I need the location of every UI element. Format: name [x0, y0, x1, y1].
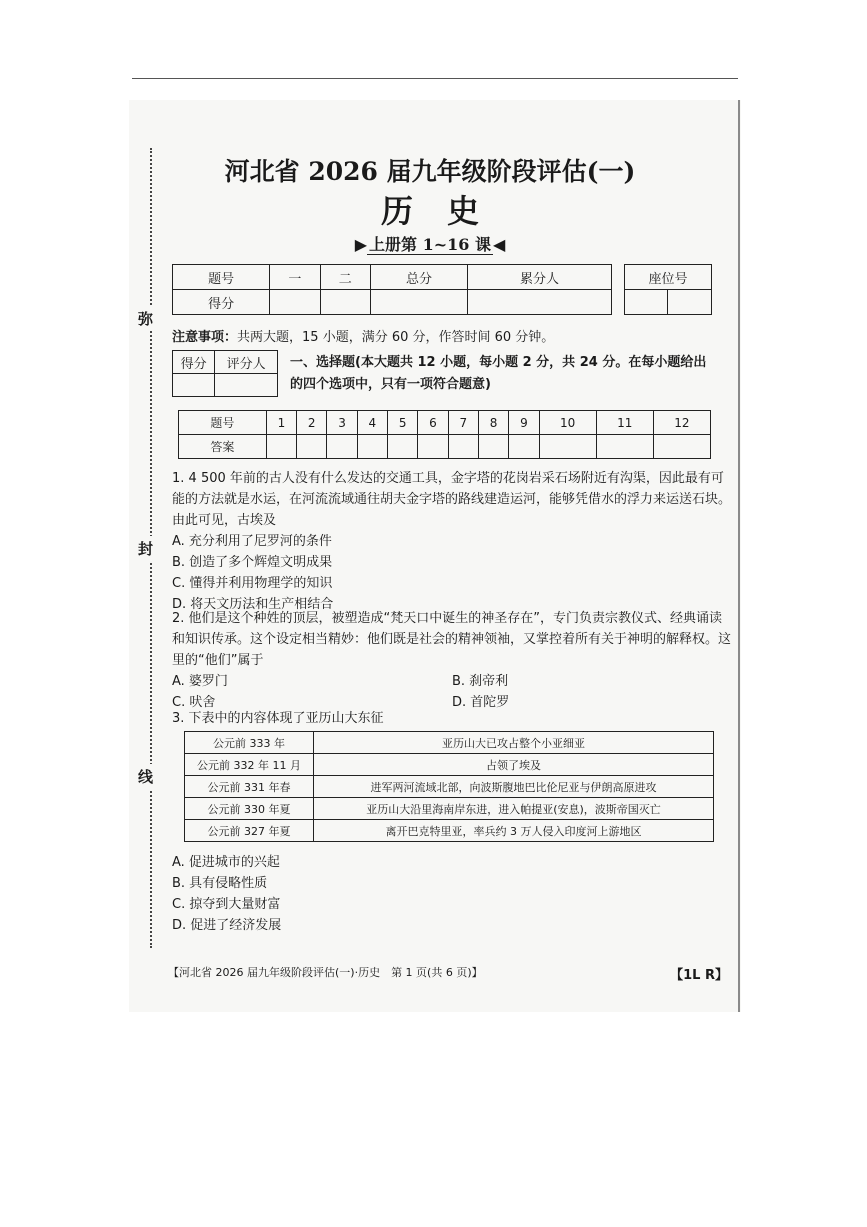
question-number: 1	[266, 411, 296, 435]
grader-name-label: 评分人	[215, 351, 278, 374]
table-event: 亚历山大已攻占整个小亚细亚	[314, 732, 714, 754]
score-input-cell[interactable]	[370, 290, 467, 315]
answer-cell[interactable]	[418, 435, 448, 459]
table-year: 公元前 331 年春	[185, 776, 314, 798]
page-footer	[168, 964, 728, 983]
score-header-cell: 二	[320, 265, 370, 290]
question-number: 2	[297, 411, 327, 435]
seat-label: 座位号	[625, 265, 712, 290]
question-number: 5	[388, 411, 418, 435]
table-year: 公元前 330 年夏	[185, 798, 314, 820]
table-event: 进军两河流域北部，向波斯腹地巴比伦尼亚与伊朗高原进攻	[314, 776, 714, 798]
question-number: 11	[596, 411, 653, 435]
footer-text: 【河北省 2026 届九年级阶段评估(一)·历史 第 1 页(共 6 页)】	[168, 966, 483, 979]
answer-row-label: 答案	[179, 435, 267, 459]
answer-cell[interactable]	[327, 435, 357, 459]
seal-label-2: 封	[138, 536, 153, 561]
answer-cell[interactable]	[357, 435, 387, 459]
score-input-cell[interactable]	[270, 290, 320, 315]
question-2	[172, 608, 732, 713]
seal-label-1: 弥	[138, 306, 153, 331]
subject-title: 历史	[380, 192, 513, 230]
table-row	[185, 754, 714, 776]
question-3-stem: 3. 下表中的内容体现了亚历山大东征	[172, 711, 384, 726]
table-year: 公元前 327 年夏	[185, 820, 314, 842]
option-a[interactable]: A. 促进城市的兴起	[172, 855, 280, 870]
option-b[interactable]: B. 创造了多个辉煌文明成果	[172, 555, 333, 570]
footer-code: 【1L R】	[670, 968, 728, 983]
answer-cell[interactable]	[266, 435, 296, 459]
seat-table	[624, 264, 712, 315]
grader-table	[172, 350, 278, 397]
sheet-edge	[738, 100, 740, 1012]
question-number: 6	[418, 411, 448, 435]
answer-cell[interactable]	[297, 435, 327, 459]
notice-text: 共两大题，15 小题，满分 60 分，作答时间 60 分钟。	[237, 330, 555, 345]
table-event: 占领了埃及	[314, 754, 714, 776]
question-1	[172, 468, 732, 615]
score-header-cell: 总分	[370, 265, 467, 290]
seat-input-cell[interactable]	[625, 290, 668, 315]
answer-cell[interactable]	[509, 435, 539, 459]
option-a[interactable]: A. 充分利用了尼罗河的条件	[172, 534, 332, 549]
score-header-cell: 一	[270, 265, 320, 290]
table-row	[185, 732, 714, 754]
table-year: 公元前 332 年 11 月	[185, 754, 314, 776]
score-header-cell: 累分人	[468, 265, 612, 290]
score-input-cell[interactable]	[320, 290, 370, 315]
answer-cell[interactable]	[388, 435, 418, 459]
question-stem: 2. 他们是这个种姓的顶层，被塑造成“梵天口中诞生的神圣存在”，专门负责宗教仪式、经典诵读和知识传承。这个设定相当精妙：他们既是社会的精神领袖，又掌控着所有关于神明的解释权。这里的“他们”属于	[172, 611, 732, 668]
exam-title: 河北省 2026 届九年级阶段评估(一)	[224, 157, 636, 186]
scope-line: ▶ 上册第 1~16 课 ◀	[354, 235, 506, 254]
seat-input-cell[interactable]	[668, 290, 712, 315]
question-number: 4	[357, 411, 387, 435]
answer-cell[interactable]	[653, 435, 710, 459]
answer-cell[interactable]	[596, 435, 653, 459]
answer-cell[interactable]	[478, 435, 508, 459]
notice	[172, 326, 554, 345]
notice-label: 注意事项：	[172, 330, 238, 345]
option-c[interactable]: C. 懂得并利用物理学的知识	[172, 576, 333, 591]
option-c[interactable]: C. 掠夺到大量财富	[172, 897, 281, 912]
table-year: 公元前 333 年	[185, 732, 314, 754]
option-a[interactable]: A. 婆罗门	[172, 674, 228, 689]
question-number: 3	[327, 411, 357, 435]
question-number: 10	[539, 411, 596, 435]
question-number: 7	[448, 411, 478, 435]
table-event: 亚历山大沿里海南岸东进，进入帕提亚(安息)，波斯帝国灭亡	[314, 798, 714, 820]
option-b[interactable]: B. 刹帝利	[452, 674, 509, 689]
score-table	[172, 264, 612, 315]
table-row	[185, 820, 714, 842]
score-row-label: 得分	[173, 290, 270, 315]
score-header-cell: 题号	[173, 265, 270, 290]
grader-score-cell[interactable]	[173, 374, 215, 397]
table-event: 离开巴克特里亚，率兵约 3 万人侵入印度河上游地区	[314, 820, 714, 842]
table-row	[185, 798, 714, 820]
grader-name-cell[interactable]	[215, 374, 278, 397]
option-d[interactable]: D. 将天文历法和生产相结合	[172, 597, 334, 612]
table-row	[185, 776, 714, 798]
seal-label-3: 线	[138, 764, 153, 789]
option-b[interactable]: B. 具有侵略性质	[172, 876, 268, 891]
question-number: 8	[478, 411, 508, 435]
option-d[interactable]: D. 促进了经济发展	[172, 918, 282, 933]
question-stem: 1. 4 500 年前的古人没有什么发达的交通工具，金字塔的花岗岩采石场附近有沟渠，因此最有可能的方法就是水运，在河流流域通往胡夫金字塔的路线建造运河，能够凭借水的浮力来运送石块。由此可见，古埃及	[172, 471, 732, 528]
answer-cell[interactable]	[539, 435, 596, 459]
grader-score-label: 得分	[173, 351, 215, 374]
section-heading: 一、选择题(本大题共 12 小题，每小题 2 分，共 24 分。在每小题给出的四个选项中，只有一项符合题意)	[290, 355, 707, 392]
answer-table	[178, 410, 711, 459]
option-c[interactable]: C. 吠舍	[172, 695, 216, 710]
answer-cell[interactable]	[448, 435, 478, 459]
question-number: 9	[509, 411, 539, 435]
scope-text: 上册第 1~16 课	[369, 235, 491, 254]
alexander-table	[184, 731, 714, 842]
question-number: 12	[653, 411, 710, 435]
option-d[interactable]: D. 首陀罗	[452, 695, 510, 710]
top-rule	[132, 78, 738, 79]
score-input-cell[interactable]	[468, 290, 612, 315]
question-3-options	[172, 852, 732, 936]
answer-row-label: 题号	[179, 411, 267, 435]
